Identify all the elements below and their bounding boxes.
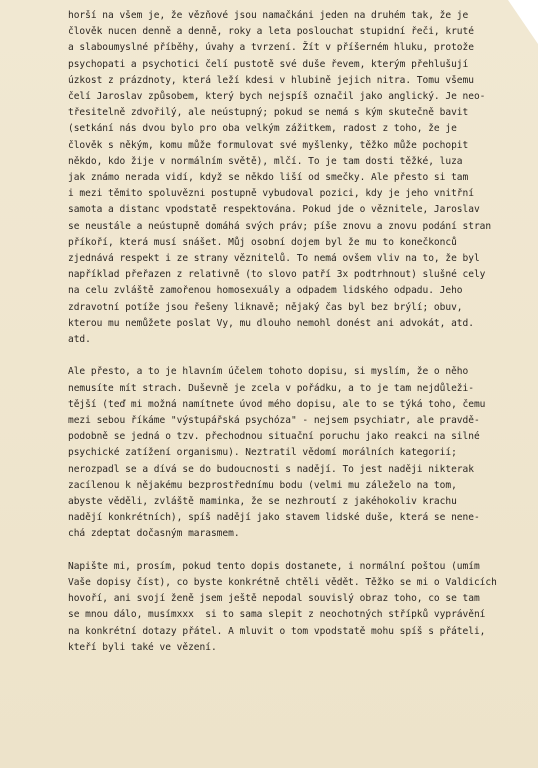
text-line: mezi sebou říkáme "výstupářská psychóza" - nejsem psychiatr, ale pravdě-	[68, 415, 480, 427]
text-line: příkoří, která musí snášet. Můj osobní dojem byl že mu to konečkonců	[68, 236, 457, 248]
text-line: tější (teď mi možná namítnete úvod mého dopisu, ale to se týká toho, čemu	[68, 398, 486, 410]
text-line: samota a distanc vpodstatě respektována. Pokud jde o věznitele, Jaroslav	[68, 204, 480, 216]
text-line: například přeřazen z relativně (to slovo patří 3x podtrhnout) slušné cely	[68, 269, 486, 281]
text-line: na celu zvláště zamořenou homosexuály a odpadem lidského odpadu. Jeho	[68, 285, 463, 297]
text-line: člověk s někým, komu může formulovat své myšlenky, těžko může pochopit	[68, 139, 469, 151]
paragraph-3	[68, 559, 538, 656]
text-line: psychopati a psychotici čelí pustotě své duše řevem, kterým přehlušují	[68, 58, 469, 70]
text-line: člověk nucen denně a denně, roky a leta poslouchat stupidní řeči, kruté	[68, 26, 474, 38]
text-line: zacílenou k nějakému bezprostřednímu bodu (velmi mu záleželo na tom,	[68, 479, 457, 491]
text-line: horší na všem je, že vězňové jsou namačkáni jeden na druhém tak, že je	[68, 10, 469, 21]
text-line: Ale přesto, a to je hlavním účelem tohoto dopisu, si myslím, že o něho	[68, 366, 469, 378]
text-line: abyste věděli, zvláště maminka, že se nezhroutí z jakéhokoliv krachu	[68, 496, 457, 508]
text-line: atd.	[68, 334, 91, 346]
text-line: a slaboumyslné příběhy, úvahy a tvrzení. Žít v příšerném hluku, protože	[68, 42, 474, 54]
text-line: se neustále a neústupně domáhá svých práv; píše znovu a znovu podání stran	[68, 220, 492, 232]
text-line: i mezi těmito spoluvězni postupně vybudoval pozici, kdy je jeho vnitřní	[68, 188, 474, 200]
paragraph-2	[68, 364, 538, 542]
text-line: kterou mu nemůžete poslat Vy, mu dlouho nemohl donést ani advokát, atd.	[68, 317, 474, 329]
text-line: Vaše dopisy číst), co byste konkrétně chtěli vědět. Těžko se mi o Valdicích	[68, 577, 497, 589]
text-line: chá zdeptat dočasným marasmem.	[68, 528, 240, 540]
text-line: se mnou dálo, musímxxx si to sama slepit z neochotných střípků vyprávění	[68, 609, 486, 621]
text-line: podobně se jedná o tzv. přechodnou situační poruchu jako reakci na silné	[68, 431, 480, 443]
text-line: nemusíte mít strach. Duševně je zcela v pořádku, a to je tam nejdůleži-	[68, 382, 474, 394]
paragraph-1	[68, 8, 538, 348]
text-line: zjednává respekt i ze strany věznitelů. To nemá ovšem vliv na to, že byl	[68, 253, 480, 265]
text-line: někdo, kdo žije v normálním světě), mlčí. To je tam dosti těžké, luza	[68, 155, 463, 167]
text-line: na konkrétní dotazy přátel. A mluvit o tom vpodstatě mohu spíš s přáteli,	[68, 625, 486, 637]
text-line: nadějí konkrétních), spíš nadějí jako stavem lidské duše, která se nene-	[68, 512, 480, 524]
text-line: hovoří, ani svojí ženě jsem ještě nepodal souvislý obraz toho, co se tam	[68, 593, 480, 605]
text-line: Napište mi, prosím, pokud tento dopis dostanete, i normální poštou (umím	[68, 560, 480, 572]
text-line: nerozpadl se a dívá se do budoucnosti s nadějí. To jest naději nikterak	[68, 463, 474, 475]
text-line: kteří byli také ve vězení.	[68, 641, 217, 653]
letter-body	[68, 8, 538, 672]
text-line: čelí Jaroslav způsobem, který bych nejspíš označil jako anglický. Je neo-	[68, 91, 486, 103]
text-line: třesitelně zdvořilý, ale neústupný; pokud se nemá s kým skutečně bavit	[68, 107, 469, 119]
text-line: zdravotní potíže jsou řešeny liknavě; nějaký čas byl bez brýlí; obuv,	[68, 301, 463, 313]
text-line: (setkání nás dvou bylo pro oba velkým zážitkem, radost z toho, že je	[68, 123, 457, 135]
text-line: psychické zatížení organismu). Neztratil vědomí morálních kategorií;	[68, 447, 457, 459]
text-line: úzkost z prázdnoty, která leží kdesi v hlubině jejich nitra. Tomu všemu	[68, 74, 474, 86]
text-line: jak známo nerada vidí, když se někdo liší od smečky. Ale přesto si tam	[68, 172, 469, 184]
